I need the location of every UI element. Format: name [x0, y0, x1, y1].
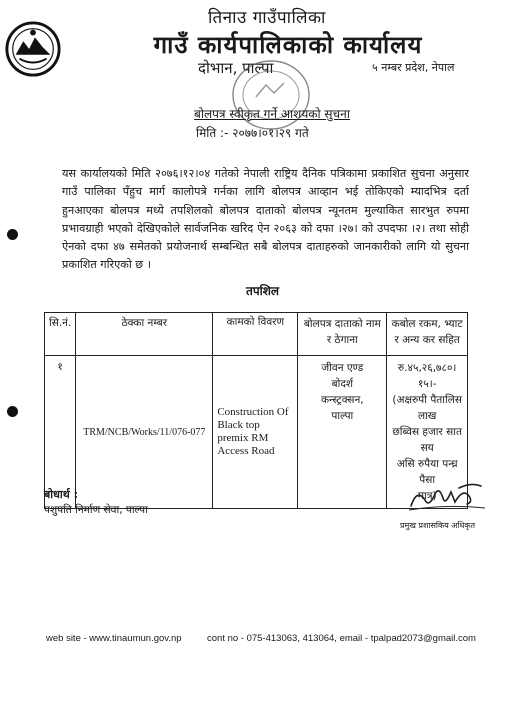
amount-words-line: (अक्षरुपी पैतालिस लाख — [392, 394, 462, 422]
bidder-line: बोदर्श — [331, 378, 354, 390]
signatory-title: प्रमुख प्रशासकिय अधिकृत — [400, 521, 476, 530]
notice-body: यस कार्यालयको मिति २०७६।१२।०४ गतेको नेपाली राष्ट्रिय दैनिक पत्रिकामा प्रकाशित सुचना अनुसार गाउँ पालिका पँहुच मार्ग कालोपत्रे गर्नका लागि बोलपत्र आव्हान भई तोकिएको म्यादभित्र दर्ता हुनआएका बोलपत्र मध्ये तपशिलको बोलपत्र दाताको बोलपत्र न्यूनतम मुल्याकित सारभुत रुपमा प्रभावग्राही भएको देखिएकोले सार्वजनिक खरिद ऐन २०६३ को दफा ।२७। को उपदफा ।२। तथा सोही ऐनको दफा ४७ समेतको प्रयोजनार्थ सम्बन्धित सबै बोलपत्र दाताहरुको जानकारीको लागि यो सुचना प्रकाशित गरिएको छ । — [62, 167, 469, 272]
cc-label: बोधार्थ : — [44, 488, 79, 501]
bidder-line: पाल्पा — [331, 410, 354, 422]
nepal-emblem-icon — [4, 20, 62, 78]
amount-figure: रु.४५,२६,७८०।१५।- — [397, 362, 457, 390]
cell-sn: १ — [45, 356, 76, 509]
office-stamp — [228, 55, 314, 135]
handwritten-signature — [407, 480, 487, 516]
bidder-line: जीवन एण्ड — [321, 362, 364, 374]
amount-words-line: मात्र) — [417, 490, 437, 502]
footer-website: web site - www.tinaumun.gov.np — [46, 633, 182, 644]
cell-work: Construction Of Black top premix RM Access Road — [213, 356, 298, 509]
cell-bidder — [298, 356, 387, 509]
punch-hole-dot — [7, 229, 18, 240]
amount-words-line: असि रुपैया पन्ध्र पैसा — [396, 458, 458, 486]
header-amount: कबोल रकम, भ्याट र अन्य कर सहित — [387, 313, 468, 356]
notice-date: मिति :- २०७७।०१।२९ गते — [196, 126, 309, 140]
punch-hole-dot — [7, 406, 18, 417]
cc-recipient: पशुपति निर्माण सेवा, पाल्पा — [44, 504, 148, 516]
table-row — [45, 356, 468, 509]
table-header-row — [45, 313, 468, 356]
header-contract-no: ठेक्का नम्बर — [76, 313, 213, 356]
footer-contact: cont no - 075-413063, 413064, email - tpalpad2073@gmail.com — [207, 633, 476, 644]
amount-words-line: छब्विस हजार सात सय — [392, 426, 462, 454]
details-heading: तपशिल — [246, 284, 280, 298]
header-sn: सि.नं. — [45, 313, 76, 356]
office-address: दोभान, पाल्पा — [198, 59, 274, 77]
province-label: ५ नम्बर प्रदेश, नेपाल — [372, 61, 455, 74]
header-bidder: बोलपत्र दाताको नाम र ठेगाना — [298, 313, 387, 356]
municipality-name: तिनाउ गाउँपालिका — [208, 8, 326, 28]
bid-table — [44, 312, 468, 509]
bidder-line: कन्स्ट्रक्सन, — [320, 394, 364, 406]
header-work: कामको विवरण — [213, 313, 298, 356]
notice-title: बोलपत्र स्वीकृत गर्ने आशयको सुचना — [194, 107, 350, 121]
cell-contract-no: TRM/NCB/Works/11/076-077 — [76, 356, 213, 509]
office-name: गाउँ कार्यपालिकाको कार्यालय — [153, 31, 423, 59]
